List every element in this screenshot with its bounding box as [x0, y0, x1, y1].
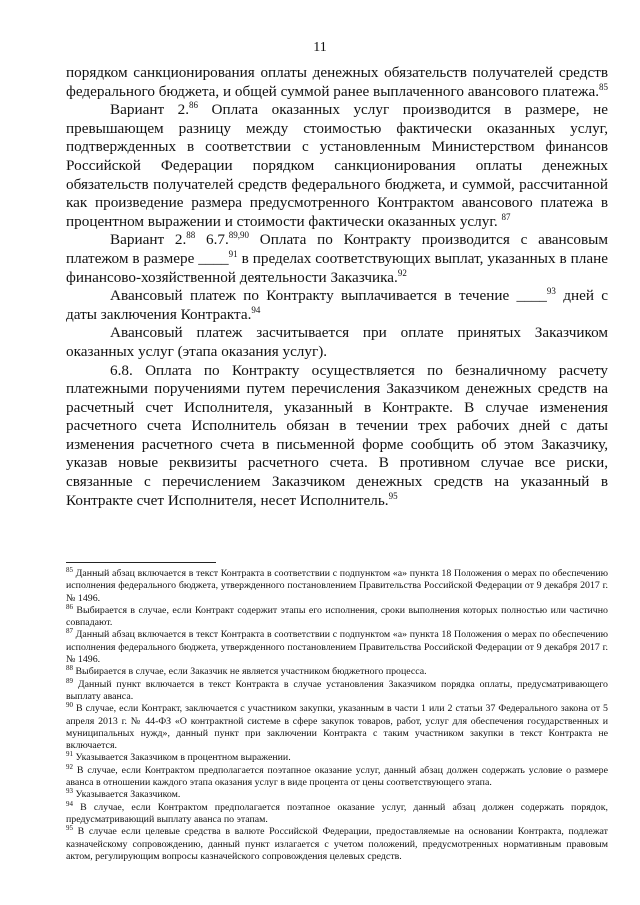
footnote: [66, 789, 608, 801]
footnote-number: 95: [66, 824, 73, 833]
footnote-text: Указывается Заказчиком.: [73, 789, 181, 801]
footnote-text: Выбирается в случае, если Контракт содержит этапы его исполнения, сроки выполнения которых полностью или частично совпадают.: [66, 604, 608, 629]
footnote-ref: 93: [546, 286, 556, 297]
footnote: [66, 762, 608, 790]
footnote-ref: 88: [186, 230, 196, 241]
paragraph-text: Авансовый платеж засчитывается при оплате принятых Заказчиком оказанных услуг (этапа оказания услуг).: [66, 324, 608, 360]
footnote-number: 89: [66, 676, 73, 685]
footnote-text: В случае если целевые средства в валюте Российской Федерации, предоставляемые на основании Контракта, подлежат казначейскому сопровождению, данный пункт излагается с учетом положений, предусмотренных нормативным правовым актом, регулирующим вопросы казначейского сопровождения целевых средств.: [66, 826, 608, 862]
footnote-ref: 91: [228, 248, 238, 259]
footnote-text: В случае, если Контракт, заключается с участником закупки, указанным в части 1 или 2 статьи 37 Федерального закона от 5 апреля 2013 г. № 44-ФЗ «О контрактной системе в сфере закупок товаров, работ, услуг для обеспечения государственных и муниципальных нужд», данный пункт при заключении Контракта с таким участником закупки в текст Контракта не включается.: [66, 703, 608, 752]
footnote-number: 86: [66, 602, 73, 611]
footnote: [66, 602, 608, 630]
footnote: [66, 629, 608, 666]
footnote-text: Указывается Заказчиком в процентном выражении.: [73, 752, 291, 764]
paragraph-text: 6.7.: [195, 231, 229, 249]
footnote-number: 87: [66, 627, 73, 636]
footnote-text: Данный абзац включается в текст Контракта в соответствии с подпунктом «а» пункта 18 Положения о мерах по обеспечению исполнения федерального бюджета, утвержденного постановлением Правительства Российской Федерации от 9 декабря 2017 г. № 1496.: [66, 568, 608, 604]
paragraph: [66, 287, 608, 324]
paragraph-text: Авансовый платеж по Контракту выплачивается в течение ____: [110, 287, 547, 305]
paragraph: [66, 231, 608, 287]
paragraph: [66, 324, 608, 361]
footnotes: [66, 568, 608, 863]
footnote: [66, 826, 608, 863]
footnote-ref: 89,90: [228, 230, 250, 241]
paragraph-text: 6.8. Оплата по Контракту осуществляется по безналичному расчету платежными поручениями путем перечисления Заказчиком денежных средств на расчетный счет Исполнителя, указанный в Контракте. В случае изменения расчетного счета Исполнитель обязан в течении трех рабочих дней с даты изменения расчетного счета в письменной форме сообщить об этом Заказчику, указав новые реквизиты расчетного счета. В противном случае все риски, связанные с перечислением Заказчиком денежных средств на указанный в Контракте счет Исполнителя, несет Исполнитель.: [66, 361, 608, 509]
paragraph-text: дней с даты заключения Контракта.: [66, 287, 609, 323]
footnote-text: Выбирается в случае, если Заказчик не является участником бюджетного процесса.: [73, 666, 427, 678]
footnote: [66, 666, 608, 678]
paragraph-text: Вариант 2.: [110, 101, 190, 119]
footnote-text: В случае, если Контрактом предполагается поэтапное оказание услуг, данный абзац должен содержать условие о размере аванса в отношении каждого этапа оказания услуг в виде процента от цены соответствующего этапа.: [66, 764, 608, 789]
footnote: [66, 676, 608, 704]
footnote-ref: 95: [388, 490, 398, 501]
footnote-text: В случае, если Контрактом предполагается поэтапное оказание услуг, данный абзац должен содержать порядок, предусматривающий выплату аванса по этапам.: [66, 801, 608, 825]
paragraph-text: Вариант 2.: [110, 231, 187, 249]
footnote-number: 93: [66, 787, 73, 796]
paragraph-text: в пределах соответствующих выплат, указанных в плане финансово-хозяйственной деятельности Заказчика.: [66, 249, 608, 286]
paragraph-text: Оплата по Контракту производится с авансовым платежом в размере ____: [66, 231, 608, 267]
footnote-number: 85: [66, 566, 73, 574]
footnote-number: 91: [66, 750, 73, 759]
footnote-text: Данный пункт включается в текст Контракта в случае установления Заказчиком порядка оплаты, предусматривающего выплату аванса.: [66, 678, 608, 702]
footnote-number: 92: [66, 762, 73, 771]
footnote-text: Данный абзац включается в текст Контракта в соответствии с подпунктом «а» пункта 18 Положения о мерах по обеспечению исполнения федерального бюджета, утвержденного постановлением Правительства Российской Федерации от 9 декабря 2017 г. № 1496.: [66, 629, 608, 666]
footnote: [66, 703, 608, 752]
footnote: [66, 752, 608, 764]
paragraph: [66, 362, 608, 511]
footnote-number: 94: [66, 799, 73, 808]
footnote-ref: 86: [189, 100, 199, 111]
footnote: [66, 799, 608, 827]
document-body: [66, 64, 608, 510]
paragraph-text: Оплата оказанных услуг производится в размере, не превышающем разницу между стоимостью фактически оказанных услуг, подтвержденных в соответствии с установленным Министерством финансов Российской Федерации порядком санкционирования оплаты денежных обязательств получателей средств федерального бюджета, и суммой, рассчитанной как произведение размера предусмотренного Контрактом авансового платежа в процентном выражении и стоимости фактически оказанных услуг.: [66, 101, 608, 230]
footnote-ref: 92: [397, 267, 407, 278]
page-number: 11: [313, 40, 327, 55]
footnote-ref: 85: [599, 81, 608, 92]
footnote-number: 90: [66, 701, 73, 710]
footnote-ref: 94: [251, 304, 261, 315]
footnote-separator: [66, 562, 216, 563]
footnote-ref: 87: [501, 211, 511, 222]
footnote-number: 88: [66, 664, 73, 673]
footnote: [66, 568, 608, 605]
paragraph-text: порядком санкционирования оплаты денежных обязательств получателей средств федерального бюджета, и общей суммой ранее выплаченного авансового платежа.: [66, 64, 608, 100]
paragraph: [66, 101, 608, 231]
paragraph: [66, 64, 608, 101]
